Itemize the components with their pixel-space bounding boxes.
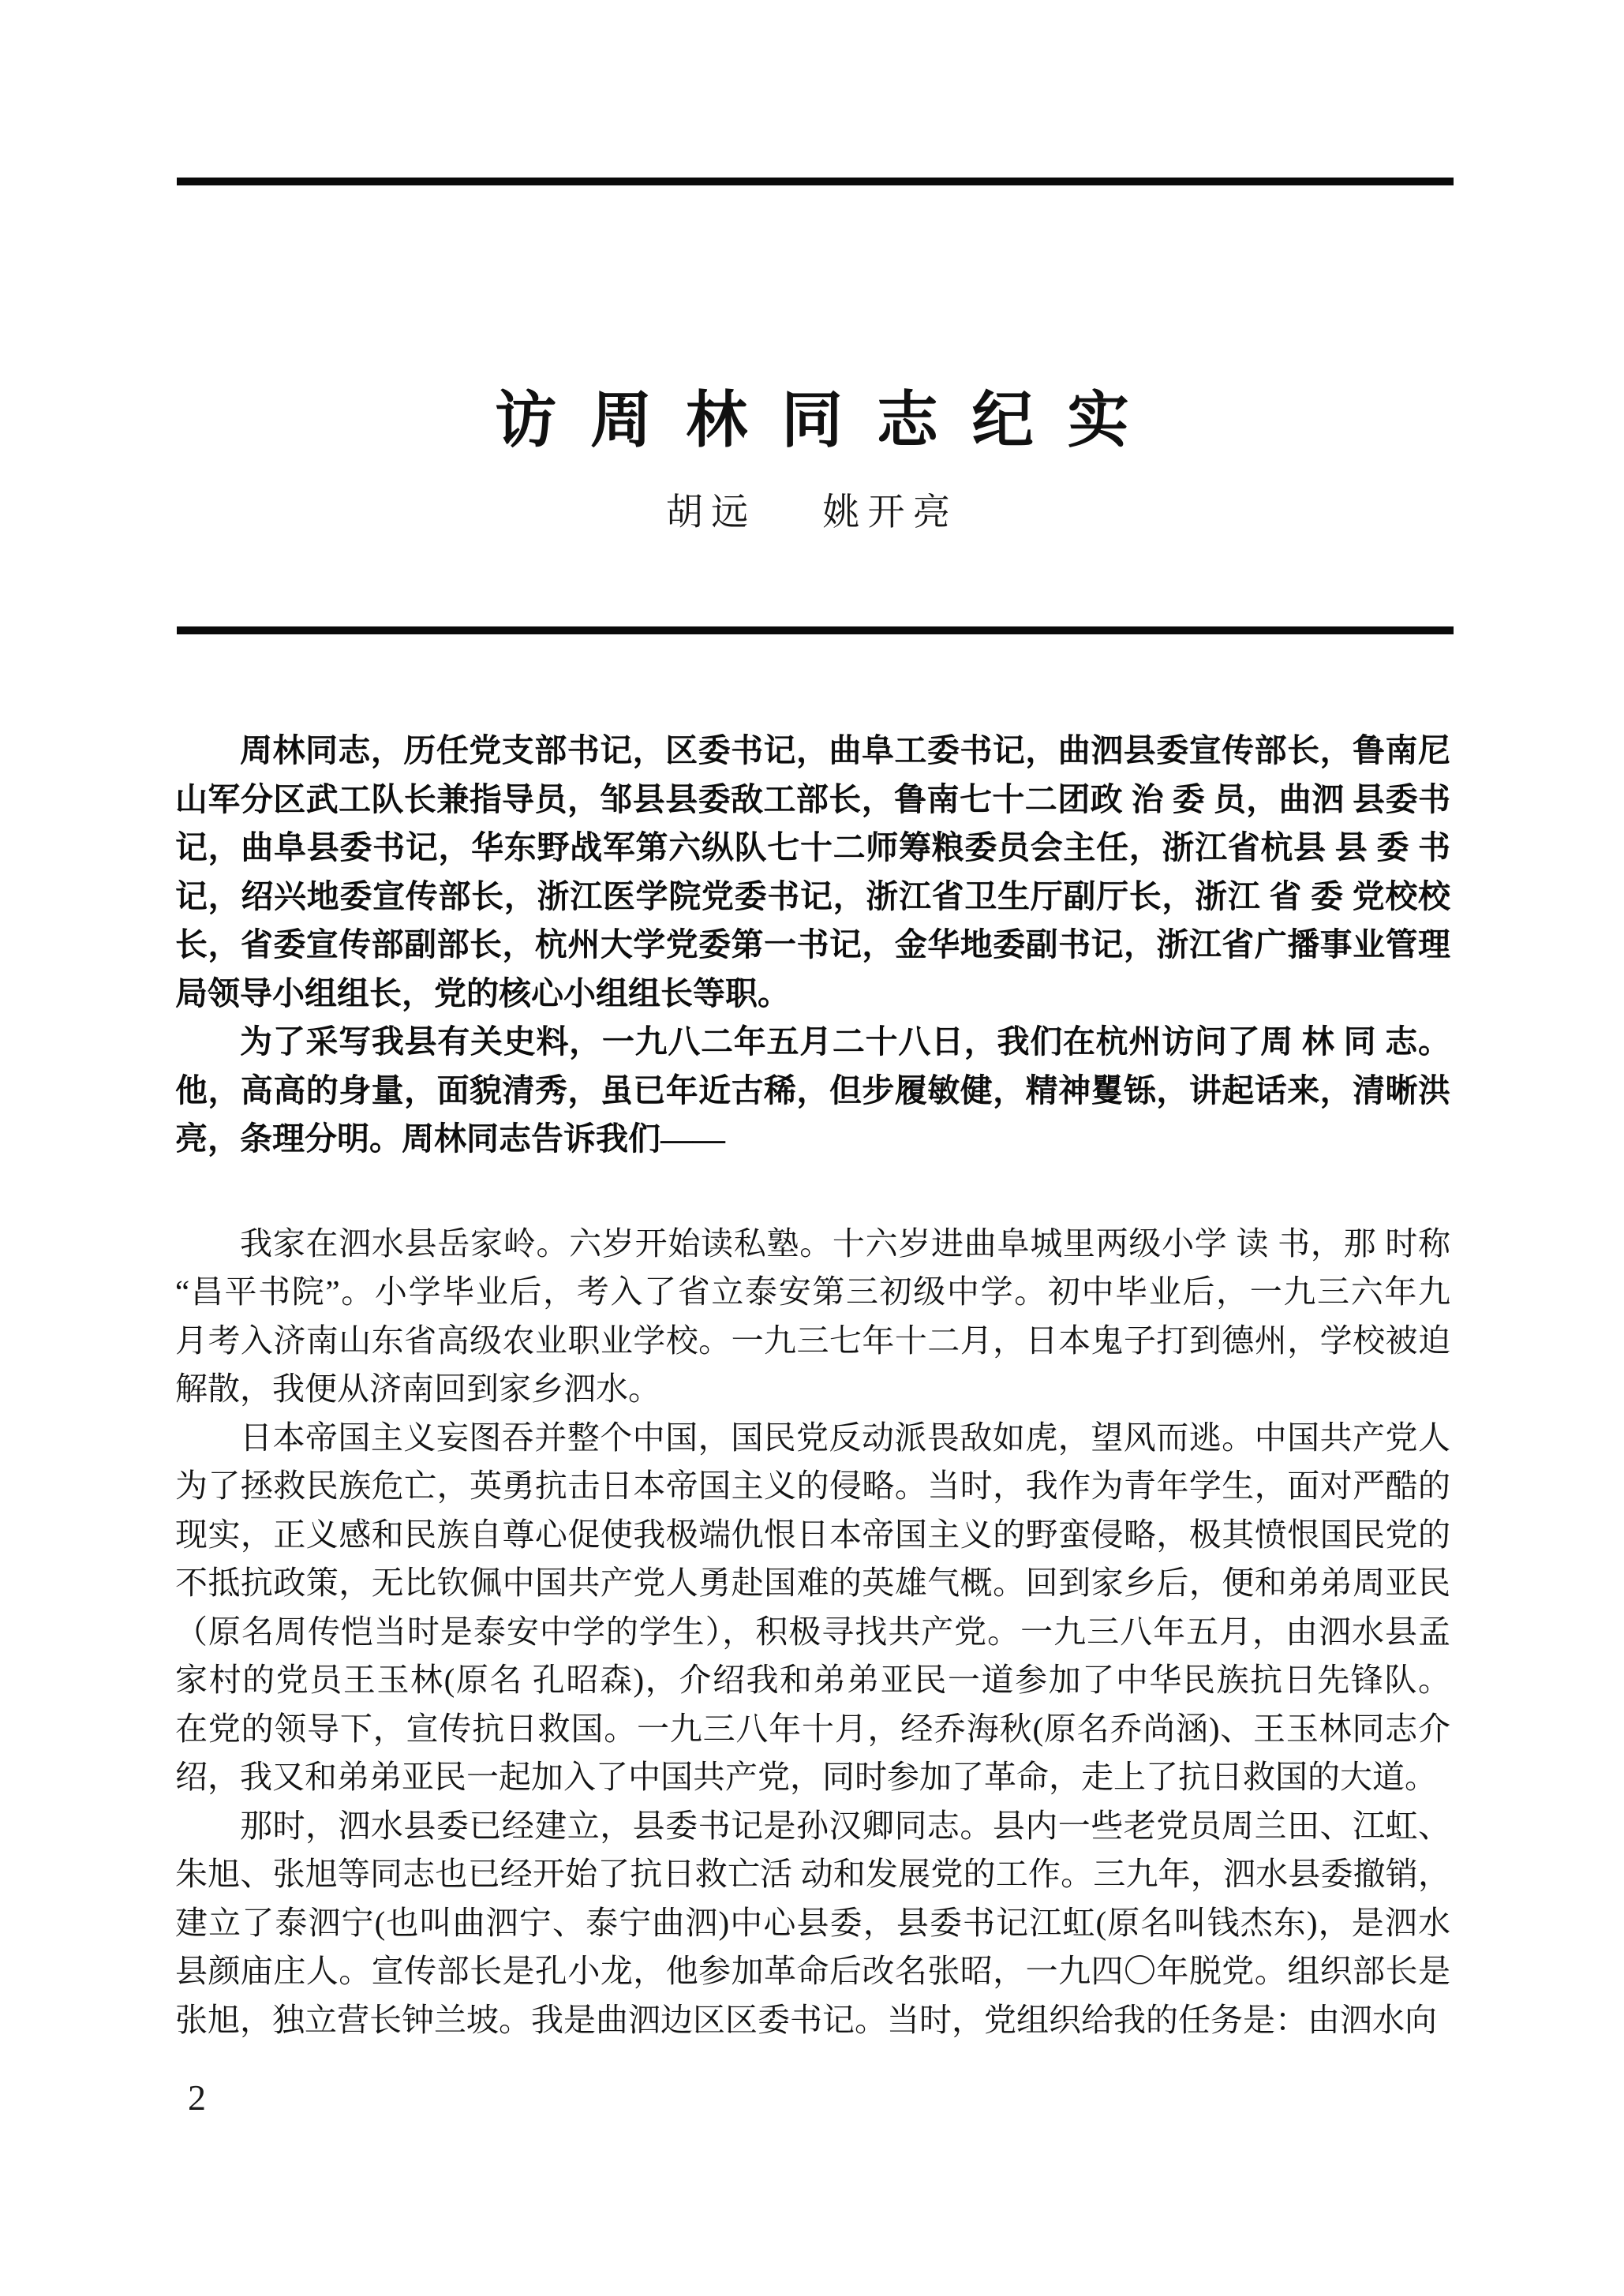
text-line: 家村的党员王玉林(原名 孔昭森)，介绍我和弟弟亚民一道参加了中华民族抗日先锋队。 — [175, 1662, 1450, 1698]
text-line: 月考入济南山东省高级农业职业学校。一九三七年十二月，日本鬼子打到德州，学校被迫 — [175, 1322, 1450, 1359]
text-line: 局领导小组组长，党的核心小组组长等职。 — [175, 974, 790, 1012]
page-number: 2 — [188, 2077, 206, 2118]
text-line: 在党的领导下，宣传抗日救国。一九三八年十月，经乔海秋(原名乔尚涵)、王玉林同志介 — [175, 1710, 1450, 1747]
author-name: 姚开亮 — [822, 492, 959, 533]
paragraph — [175, 1018, 1450, 1164]
text-line: 不抵抗政策，无比钦佩中国共产党人勇赴国难的英雄气概。回到家乡后，便和弟弟周亚民 — [175, 1565, 1450, 1601]
header-divider-rule — [177, 626, 1454, 634]
text-line: 绍，我又和弟弟亚民一起加入了中国共产党，同时参加了革命，走上了抗日救国的大道。 — [175, 1759, 1437, 1795]
author-line — [0, 483, 1624, 536]
text-line: 朱旭、张旭等同志也已经开始了抗日救亡活 动和发展党的工作。三九年，泗水县委撤销， — [175, 1856, 1450, 1892]
author-name: 胡远 — [665, 492, 757, 533]
article-title: 访周林同志纪实 — [495, 386, 1163, 455]
text-line: 那时，泗水县委已经建立，县委书记是孙汉卿同志。县内一些老党员周兰田、江虹、 — [240, 1807, 1450, 1844]
paragraph — [175, 1414, 1450, 1802]
text-line: 记，绍兴地委宣传部长，浙江医学院党委书记，浙江省卫生厅副厅长，浙江 省 委 党校校 — [175, 877, 1450, 914]
text-line: 长，省委宣传部副部长，杭州大学党委第一书记，金华地委副书记，浙江省广播事业管理 — [175, 926, 1450, 963]
text-line: 日本帝国主义妄图吞并整个中国，国民党反动派畏敌如虎，望风而逃。中国共产党人 — [240, 1419, 1450, 1456]
text-line: 周林同志，历任党支部书记，区委书记，曲阜工委书记，曲泗县委宣传部长，鲁南尼 — [240, 732, 1450, 768]
text-line: 亮，条理分明。周林同志告诉我们—— — [175, 1120, 725, 1157]
text-line: 他，高高的身量，面貌清秀，虽已年近古稀，但步履敏健，精神矍铄，讲起话来，清晰洪 — [175, 1071, 1450, 1109]
top-horizontal-rule — [177, 178, 1454, 185]
text-line: （原名周传恺当时是泰安中学的学生），积极寻找共产党。一九三八年五月，由泗水县孟 — [175, 1613, 1450, 1650]
text-line: 为了拯救民族危亡，英勇抗击日本帝国主义的侵略。当时，我作为青年学生，面对严酷的 — [175, 1468, 1450, 1504]
text-line: 我家在泗水县岳家岭。六岁开始读私塾。十六岁进曲阜城里两级小学 读 书，那 时称 — [240, 1225, 1450, 1262]
text-line: “昌平书院”。小学毕业后，考入了省立泰安第三初级中学。初中毕业后，一九三六年九 — [175, 1273, 1450, 1310]
article-body — [175, 727, 1450, 2044]
text-line: 现实，正义感和民族自尊心促使我极端仇恨日本帝国主义的野蛮侵略，极其愤恨国民党的 — [175, 1516, 1450, 1553]
paragraph — [175, 1220, 1450, 1414]
text-line: 解散，我便从济南回到家乡泗水。 — [175, 1370, 660, 1407]
text-line: 山军分区武工队长兼指导员，邹县县委敌工部长，鲁南七十二团政 治 委 员，曲泗 县委书 — [175, 780, 1450, 817]
text-line: 记，曲阜县委书记，华东野战军第六纵队七十二师筹粮委员会主任，浙江省杭县 县 委 书 — [175, 829, 1450, 866]
paragraph — [175, 1802, 1450, 2045]
text-line: 张旭，独立营长钟兰坡。我是曲泗边区区委书记。当时，党组织给我的任务是：由泗水向 — [175, 2001, 1437, 2038]
text-line: 建立了泰泗宁(也叫曲泗宁、泰宁曲泗)中心县委，县委书记江虹(原名叫钱杰东)，是泗水 — [175, 1904, 1450, 1941]
text-line: 为了采写我县有关史料，一九八二年五月二十八日，我们在杭州访问了周 林 同 志。 — [240, 1023, 1450, 1060]
text-line: 县颜庙庄人。宣传部长是孔小龙，他参加革命后改名张昭，一九四〇年脱党。组织部长是 — [175, 1953, 1450, 1989]
paragraph — [175, 727, 1450, 1018]
